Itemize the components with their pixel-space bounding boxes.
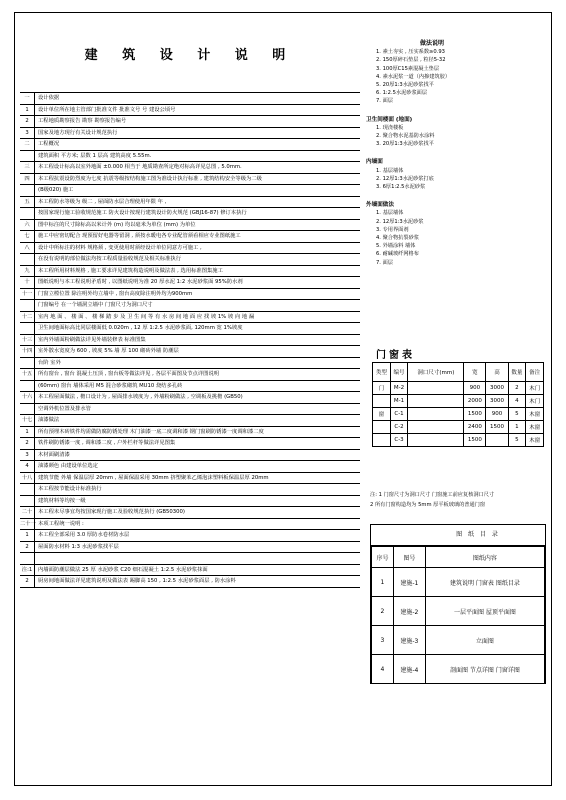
table-row xyxy=(373,421,544,434)
note-number: 2 xyxy=(20,438,35,449)
note-line: 注: 1 门窗尺寸为洞口尺寸 门窗施工前应复核洞口尺寸 xyxy=(370,492,495,498)
cell-code: 建施-4 xyxy=(393,655,425,684)
note-text: (60mm) 窗台 墙体采用 M5 混合砂浆砌筑 MU10 烧结多孔砖 xyxy=(38,382,183,389)
note-row xyxy=(20,519,360,531)
note-number xyxy=(20,300,35,311)
note-number: 二十 xyxy=(20,507,35,518)
note-number: 二十一 xyxy=(20,519,35,530)
note-text: 木材面刷清漆 xyxy=(38,451,70,458)
note-row xyxy=(20,392,360,404)
note-text: 本工程设计标高以室外地面 ±0.000 相当于 地质勘查所定绝对标高详见总图 , 5.0mm. xyxy=(38,164,242,170)
note-text: 屋面防水材料 1:3 水泥砂浆找平层 xyxy=(38,543,119,550)
note-text: 台阶 室外 xyxy=(38,359,61,366)
legend-item: 2. 12厚1:3水泥砂浆 xyxy=(376,218,424,225)
note-text: 室内外墙面粉刷做法详见外墙装修表 标准图集 xyxy=(38,336,146,343)
cell-code: M-2 xyxy=(390,382,408,395)
table-row xyxy=(372,626,545,655)
note-row xyxy=(20,496,360,508)
cell-note: 木门 xyxy=(526,395,544,408)
index-title: 图 纸 目 录 xyxy=(371,525,545,546)
note-number xyxy=(20,151,35,162)
note-text: 在没有说明的部位做法均按工程质量验收规范及相关标准执行 xyxy=(38,256,182,262)
legend-item: 1. 素土夯实 , 压实系数≥0.93 xyxy=(376,49,445,56)
note-text: 建筑节能 外墙 保温层厚 20mm , 屋面保温采用 30mm 挤塑聚苯乙烯泡沫塑料板保温层厚 20mm xyxy=(38,474,269,481)
note-text: 本工程抗震设防烈度为七度 抗震等级按结构施工图为准设计执行标准 , 建筑结构安全等级为二级 xyxy=(38,175,262,182)
note-row xyxy=(20,116,360,128)
note-number: 3 xyxy=(20,450,35,461)
cell-code: M-1 xyxy=(390,395,408,408)
cell-note: 木门 xyxy=(526,382,544,395)
cell-type: 门 xyxy=(373,382,391,395)
note-number: 六 xyxy=(20,220,35,231)
cell-h: 900 xyxy=(486,408,508,421)
cell-note: 木窗 xyxy=(526,408,544,421)
note-number: 2 xyxy=(20,576,35,587)
note-row xyxy=(20,208,360,220)
note-text: 所有预埋木砖铁件均需做防腐防锈处理 木门油漆一底二度调和漆 钢门窗刷防锈漆一度调和漆二度 xyxy=(38,428,264,435)
note-row xyxy=(20,323,360,335)
cell-no: 1 xyxy=(372,568,394,597)
cell-width: 2000 xyxy=(464,395,486,408)
note-row xyxy=(20,93,360,105)
note-row xyxy=(20,300,360,312)
note-text: 图中标注的尺寸除标高以米计外 (m) 均以毫米为单位 (mm) 为单位 xyxy=(38,221,196,228)
cell-width: 900 xyxy=(464,382,486,395)
note-number: 九 xyxy=(20,266,35,277)
legend-item: 1. 基层墙体 xyxy=(376,210,404,217)
note-row xyxy=(20,197,360,209)
note-number: 2 xyxy=(20,542,35,553)
cell-spacer xyxy=(408,421,464,434)
cell-spacer xyxy=(408,434,464,447)
cell-width: 2400 xyxy=(464,421,486,434)
note-text: 施工中应密切配合 现预留好电器等留洞 , 须按水暖电各专业配管须看相应专业图纸施工 xyxy=(38,233,241,239)
note-number: 八 xyxy=(20,243,35,254)
cell-code: C-2 xyxy=(390,421,408,434)
note-row xyxy=(20,381,360,393)
note-row xyxy=(20,128,360,140)
note-number: 四 xyxy=(20,174,35,185)
table-row xyxy=(372,655,545,684)
table-header-row xyxy=(373,363,544,382)
index-table xyxy=(371,546,545,684)
note-text: 厨房间地面做法详见建筑说明及做法表 踢脚高 150 , 1:2.5 水泥砂浆面层 , 防水涂料 xyxy=(38,578,236,584)
note-text: 室外散水宽度为 600 , 坡度 5% 墙 厚 100 砌砖外墙 防潮层 xyxy=(38,348,179,354)
cell-qty: 1 xyxy=(508,421,526,434)
note-number: 十四 xyxy=(20,346,35,357)
cell-no: 4 xyxy=(372,655,394,684)
note-number: 十六 xyxy=(20,392,35,403)
column-header: 洞口尺寸(mm) xyxy=(408,363,464,382)
legend-item: 2. 150厚碎石垫层 , 粒径5-32 xyxy=(376,57,446,64)
legend-item: 2. 聚合物水泥基防水涂料 xyxy=(376,133,435,140)
cell-spacer xyxy=(408,408,464,421)
note-row xyxy=(20,312,360,324)
table-row xyxy=(372,568,545,597)
cell-code: C-3 xyxy=(390,434,408,447)
cell-no: 2 xyxy=(372,597,394,626)
cell-width: 1500 xyxy=(464,408,486,421)
note-row xyxy=(20,139,360,151)
note-text: 图纸说明与本工程说明矛盾时 , 以图纸说明为准 20 厚水泥 1:2 水泥砂浆面 95%防水剂 xyxy=(38,279,243,285)
note-text: 本项工程统一说明 : xyxy=(38,520,84,527)
note-row xyxy=(20,174,360,186)
note-text: 国家及地方现行有关设计规范执行 xyxy=(38,129,118,136)
cell-qty: 5 xyxy=(508,408,526,421)
note-text: 建筑面积 平方米; 层数 1 层高 建筑高度 5.55m. xyxy=(38,152,152,159)
drawing-index xyxy=(370,524,546,684)
note-text: 室内 地 面 、 楼 面 、 楼 梯 踏 步 及 卫 生 间 等 有 水 房 间 地 面 应 找 坡 1% 坡 向 地 漏 xyxy=(38,313,255,320)
legend-item: 3. 100厚C15素混凝土垫层 xyxy=(376,65,440,72)
legend-item: 4. 聚合物抗裂砂浆 xyxy=(376,235,419,242)
note-number xyxy=(20,496,35,507)
note-number xyxy=(20,553,35,564)
note-text: 铁件刷防锈漆一度 , 调和漆二度 , 户外栏杆等做法详见图集 xyxy=(38,440,176,446)
cell-h xyxy=(486,434,508,447)
cell-code: 建施-2 xyxy=(393,597,425,626)
legend-item: 5. 外墙涂料 墙体 xyxy=(376,243,416,250)
table-row xyxy=(373,395,544,408)
cell-h: 3000 xyxy=(486,395,508,408)
note-number: 二 xyxy=(20,139,35,150)
column-header: 宽 xyxy=(464,363,486,382)
note-text: 油漆做法 xyxy=(38,417,60,423)
note-text: 建筑材料等均按一级 xyxy=(38,497,86,504)
note-text: 设计中所标注的材料 规格须 , 变更使用时须经设计单位同意方可施工 , xyxy=(38,244,202,251)
note-number xyxy=(20,484,35,495)
column-header: 图纸内容 xyxy=(425,547,544,568)
cell-h: 3000 xyxy=(486,382,508,395)
note-number: 1 xyxy=(20,105,35,116)
column-header: 图号 xyxy=(393,547,425,568)
note-number: 十三 xyxy=(20,335,35,346)
note-text: 本工程屋面做法 , 檐口设计为 , 屋面排水坡度为 , 外墙粉刷做法 , 空调板及挑檐 (GB50) xyxy=(38,394,243,400)
note-number xyxy=(20,208,35,219)
note-number xyxy=(20,404,35,415)
note-row xyxy=(20,427,360,439)
note-row xyxy=(20,243,360,255)
note-text: 本工程按节能设计标准执行 xyxy=(38,486,102,492)
table-row xyxy=(372,597,545,626)
cell-code: 建施-1 xyxy=(393,568,425,597)
cell-spacer xyxy=(408,395,464,408)
note-row xyxy=(20,484,360,496)
cell-note: 木窗 xyxy=(526,434,544,447)
cell-type xyxy=(373,395,391,408)
note-row xyxy=(20,185,360,197)
note-text: 卫生间地面标高比同层楼面低 0.020m , 12 厚 1:2.5 水泥砂浆面, 120mm 宽 1%坡度 xyxy=(38,325,243,331)
note-number xyxy=(20,323,35,334)
cell-code: 建施-3 xyxy=(393,626,425,655)
cell-content: 剖面图 节点详图 门窗详图 xyxy=(425,655,544,684)
note-number: 十八 xyxy=(20,473,35,484)
note-text: 本工程所用材料规格 , 施工要求详见建筑构造说明及做法表 , 选用标准图集施工 xyxy=(38,267,223,274)
note-row xyxy=(20,404,360,416)
door-window-title: 门窗表 xyxy=(376,350,415,361)
note-text: 按国家现行施工验收规范施工 防火设计按现行建筑设计防火规范 (GBJ16-87) 修订本执行 xyxy=(38,210,247,216)
legend-item: 5. 20厚1:3水泥砂浆找平 xyxy=(376,82,434,89)
table-row xyxy=(373,434,544,447)
note-number: 一 xyxy=(20,93,35,104)
note-number: 1 xyxy=(20,427,35,438)
cell-content: 建筑说明 门窗表 图纸目录 xyxy=(425,568,544,597)
note-row xyxy=(20,530,360,542)
table-header-row xyxy=(372,547,545,568)
note-number xyxy=(20,381,35,392)
note-number: 4 xyxy=(20,461,35,472)
note-row xyxy=(20,266,360,278)
note-number: 五 xyxy=(20,197,35,208)
note-number: 十二 xyxy=(20,312,35,323)
cell-qty: 5 xyxy=(508,434,526,447)
legend-section-title: 外墙面做法 xyxy=(366,202,394,209)
note-text: 设计单位所在地主管部门批准文件 批准文号 号 建设公顷号 xyxy=(38,106,176,113)
note-text: 空调外机位置及排水管 xyxy=(38,405,91,412)
column-header: 编号 xyxy=(390,363,408,382)
cell-content: 立面图 xyxy=(425,626,544,655)
note-number: 注:1 xyxy=(20,565,35,576)
legend-item: 1. 基层墙体 xyxy=(376,167,404,174)
note-text: 门窗编号 在一个墙洞立墙中 门窗尺寸为洞口尺寸 xyxy=(38,302,153,308)
cell-type: 窗 xyxy=(373,408,391,421)
note-text xyxy=(35,553,38,564)
note-row xyxy=(20,415,360,427)
note-row xyxy=(20,277,360,289)
legend-item: 3. 6厚1:2.5水泥砂浆 xyxy=(376,184,426,191)
cell-h: 1500 xyxy=(486,421,508,434)
note-text: 内墙面防潮层做法 25 厚 水泥砂浆 C20 细石混凝土 1:2.5 水泥砂浆抹面 xyxy=(38,566,208,573)
note-row xyxy=(20,289,360,301)
column-header: 高 xyxy=(486,363,508,382)
note-number xyxy=(20,358,35,369)
table-row xyxy=(373,408,544,421)
legend-block xyxy=(366,40,542,267)
note-text: 所有窗台 , 窗台 混凝土压顶 , 窗台板等做法详见 , 各层平面图及节点详图说明 xyxy=(38,371,220,377)
note-number xyxy=(20,185,35,196)
door-window-notes xyxy=(370,490,494,510)
cell-spacer xyxy=(408,382,464,395)
cell-no: 3 xyxy=(372,626,394,655)
note-row xyxy=(20,565,360,577)
cell-note: 木窗 xyxy=(526,421,544,434)
legend-panel xyxy=(366,40,542,267)
legend-section-title: 内墙面 xyxy=(366,159,383,166)
legend-item: 3. 20厚1:3水泥砂浆找平 xyxy=(376,141,434,148)
legend-item: 4. 素水泥浆一道（内掺建筑胶） xyxy=(376,73,451,80)
note-row xyxy=(20,369,360,381)
legend-item: 7. 面层 xyxy=(376,98,393,105)
note-number: 十一 xyxy=(20,289,35,300)
legend-item: 7. 面层 xyxy=(376,259,393,266)
note-row xyxy=(20,576,360,588)
legend-item: 6. 耐碱玻纤网格布 xyxy=(376,251,419,258)
note-row xyxy=(20,438,360,450)
cell-type xyxy=(373,421,391,434)
note-number: 三 xyxy=(20,162,35,173)
note-row xyxy=(20,105,360,117)
note-row xyxy=(20,542,360,554)
cell-qty: 2 xyxy=(508,382,526,395)
note-number: 1 xyxy=(20,530,35,541)
note-row xyxy=(20,473,360,485)
note-number xyxy=(20,254,35,265)
note-number: 十七 xyxy=(20,415,35,426)
design-notes-column xyxy=(20,22,360,778)
cell-width: 1500 xyxy=(464,434,486,447)
note-row xyxy=(20,461,360,473)
cell-content: 一层平面图 屋顶平面图 xyxy=(425,597,544,626)
legend-section-title: 卫生间楼面 (地面) xyxy=(366,116,413,123)
legend-item: 6. 1:2.5水泥砂浆面层 xyxy=(376,90,428,97)
note-row xyxy=(20,335,360,347)
cell-qty: 4 xyxy=(508,395,526,408)
note-line: 2 所有门窗构造均为 5mm 厚平板玻璃的普通门窗 xyxy=(370,502,486,508)
note-row xyxy=(20,450,360,462)
note-number: 七 xyxy=(20,231,35,242)
legend-item: 1. 现浇楼板 xyxy=(376,124,404,131)
note-row xyxy=(20,358,360,370)
column-header: 数量 xyxy=(508,363,526,382)
note-text: 工程地质勘察报告 勘察 勘察报告编号 xyxy=(38,118,127,124)
note-text: 本工程防水等级为 级二 , 屋面防水层合理使用年限 年 , xyxy=(38,198,167,205)
note-row xyxy=(20,507,360,519)
column-header: 备注 xyxy=(526,363,544,382)
cell-type xyxy=(373,434,391,447)
table-row xyxy=(373,382,544,395)
legend-item: 2. 12厚1:3水泥砂浆打底 xyxy=(376,175,434,182)
note-number: 3 xyxy=(20,128,35,139)
note-number: 十 xyxy=(20,277,35,288)
notes-list xyxy=(20,92,360,588)
note-text: 本工程全部采用 3.0 厚防水卷材防水层 xyxy=(38,532,130,538)
note-number: 十五 xyxy=(20,369,35,380)
note-text: 门窗立樘位置 除注明外均立墙中 , 窗台高度除注明外均为900mm xyxy=(38,290,193,297)
note-text: 本工程未尽事宜均按国家现行施工及验收规范执行 (GB50300) xyxy=(38,509,185,515)
note-row xyxy=(20,162,360,174)
note-text: 设计依据 xyxy=(38,95,60,101)
note-text: 工程概况 xyxy=(38,141,60,147)
note-row xyxy=(20,254,360,266)
note-text: 油漆颜色 由建设单位选定 xyxy=(38,463,98,469)
note-row xyxy=(20,231,360,243)
legend-item: 3. 专用界面剂 xyxy=(376,226,409,233)
note-number: 2 xyxy=(20,116,35,127)
page-title: 建 筑 设 计 说 明 xyxy=(84,48,296,63)
legend-heading: 做法说明 xyxy=(420,40,445,47)
note-text: (B级020) 施工 xyxy=(38,187,74,193)
door-window-table xyxy=(372,362,544,447)
note-row xyxy=(20,553,360,565)
column-header: 类型 xyxy=(373,363,391,382)
note-row xyxy=(20,151,360,163)
cell-code: C-1 xyxy=(390,408,408,421)
column-header: 序号 xyxy=(372,547,394,568)
note-row xyxy=(20,346,360,358)
note-row xyxy=(20,220,360,232)
